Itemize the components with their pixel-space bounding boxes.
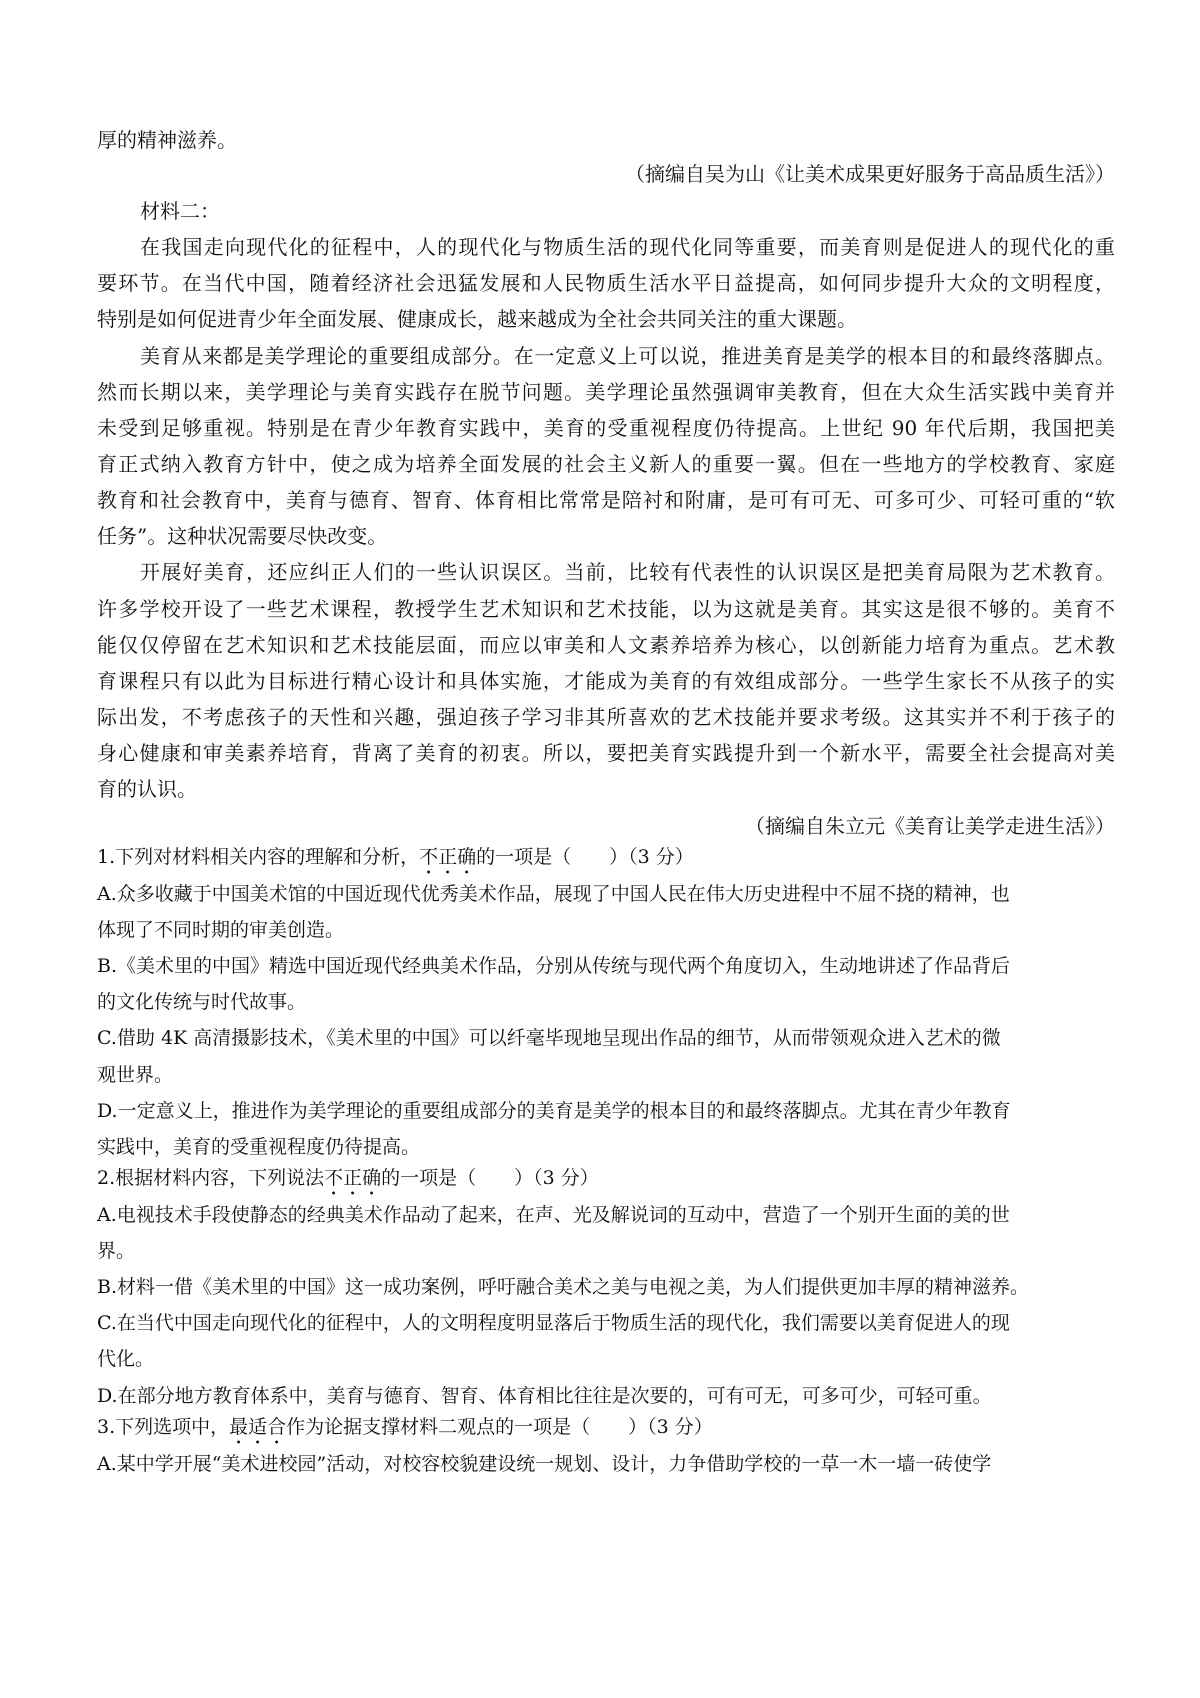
question-stem [97,1166,1137,1200]
text-line: 美育从来都是美学理论的重要组成部分。在一定意义上可以说，推进美育是美学的根本目的和最终落脚点。 [140,344,1115,368]
option-line: D.在部分地方教育体系中，美育与德育、智育、体育相比往往是次要的，可有可无，可多可少，可轻可重。 [97,1385,992,1407]
stem-text: 的一项是（ ）（3 分） [381,1167,599,1189]
option-line: 的文化传统与时代故事。 [97,991,307,1013]
option-line: 界。 [97,1240,136,1262]
section-label: 材料二： [140,199,220,223]
emphasized-text: 不正确 [324,1167,382,1189]
emphasized-text: 最适合 [229,1416,287,1438]
question-stem [97,1415,1137,1449]
option-line: B.《美术里的中国》精选中国近现代经典美术作品，分别从传统与现代两个角度切入，生动地讲述了作品背后 [97,955,1011,977]
text-line: 开展好美育，还应纠正人们的一些认识误区。当前，比较有代表性的认识误区是把美育局限为艺术教育。 [140,560,1115,584]
source-citation: （摘编自吴为山《让美术成果更好服务于高品质生活》） [625,162,1115,186]
text-line: 未受到足够重视。特别是在青少年教育实践中，美育的受重视程度仍待提高。上世纪 90 年代后期，我国把美 [97,416,1115,440]
text-line: 身心健康和审美素养培育，背离了美育的初衷。所以，要把美育实践提升到一个新水平，需要全社会提高对美 [97,741,1115,765]
text-line: 教育和社会教育中，美育与德育、智育、体育相比常常是陪衬和附庸，是可有可无、可多可少、可轻可重的“软 [97,488,1115,512]
question-stem [97,845,1137,879]
text-line: 在我国走向现代化的征程中，人的现代化与物质生活的现代化同等重要，而美育则是促进人的现代化的重 [140,235,1115,259]
stem-text: 1.下列对材料相关内容的理解和分析， [97,846,420,868]
option-line: 观世界。 [97,1064,174,1086]
option-line: C.借助 4K 高清摄影技术，《美术里的中国》可以纤毫毕现地呈现出作品的细节，从而带领观众进入艺术的微 [97,1027,1001,1049]
option-line: D.一定意义上，推进作为美学理论的重要组成部分的美育是美学的根本目的和最终落脚点。尤其在青少年教育 [97,1100,1011,1122]
option-line: A.电视技术手段使静态的经典美术作品动了起来，在声、光及解说词的互动中，营造了一个别开生面的美的世 [97,1204,1010,1226]
text-line: 然而长期以来，美学理论与美育实践存在脱节问题。美学理论虽然强调审美教育，但在大众生活实践中美育并 [97,380,1115,404]
emphasized-text: 不正确 [419,846,477,868]
text-line: 许多学校开设了一些艺术课程，教授学生艺术知识和艺术技能，以为这就是美育。其实这是很不够的。美育不 [97,597,1115,621]
text-line: 育正式纳入教育方针中，使之成为培养全面发展的社会主义新人的重要一翼。但在一些地方的学校教育、家庭 [97,452,1115,476]
stem-text: 2.根据材料内容，下列说法 [97,1167,325,1189]
option-line: 代化。 [97,1348,155,1370]
option-line: 实践中，美育的受重视程度仍待提高。 [97,1136,421,1158]
stem-text: 的一项是（ ）（3 分） [476,846,694,868]
stem-text: 作为论据支撑材料二观点的一项是（ ）（3 分） [286,1416,713,1438]
text-line: 任务”。这种状况需要尽快改变。 [97,524,388,548]
text-line: 特别是如何促进青少年全面发展、健康成长，越来越成为全社会共同关注的重大课题。 [97,307,857,331]
stem-text: 3.下列选项中， [97,1416,230,1438]
text-line: 能仅仅停留在艺术知识和艺术技能层面，而应以审美和人文素养培养为核心，以创新能力培育为重点。艺术教 [97,633,1115,657]
text-line: 际出发，不考虑孩子的天性和兴趣，强迫孩子学习非其所喜欢的艺术技能并要求考级。这其实并不利于孩子的 [97,705,1115,729]
option-line: 体现了不同时期的审美创造。 [97,919,345,941]
option-line: B.材料一借《美术里的中国》这一成功案例，呼吁融合美术之美与电视之美，为人们提供更加丰厚的精神滋养。 [97,1276,1030,1298]
option-line: C.在当代中国走向现代化的征程中，人的文明程度明显落后于物质生活的现代化，我们需要以美育促进人的现 [97,1312,1010,1334]
text-line: 厚的精神滋养。 [97,128,237,152]
text-line: 育的认识。 [97,777,197,801]
source-citation: （摘编自朱立元《美育让美学走进生活》） [745,814,1115,838]
text-line: 育课程只有以此为目标进行精心设计和具体实施，才能成为美育的有效组成部分。一些学生家长不从孩子的实 [97,669,1115,693]
option-line: A.众多收藏于中国美术馆的中国近现代优秀美术作品，展现了中国人民在伟大历史进程中不屈不挠的精神，也 [97,883,1010,905]
text-line: 要环节。在当代中国，随着经济社会迅猛发展和人民物质生活水平日益提高，如何同步提升大众的文明程度， [97,271,1115,295]
option-line: A.某中学开展“美术进校园”活动，对校容校貌建设统一规划、设计，力争借助学校的一草一木一墙一砖使学 [97,1453,992,1475]
